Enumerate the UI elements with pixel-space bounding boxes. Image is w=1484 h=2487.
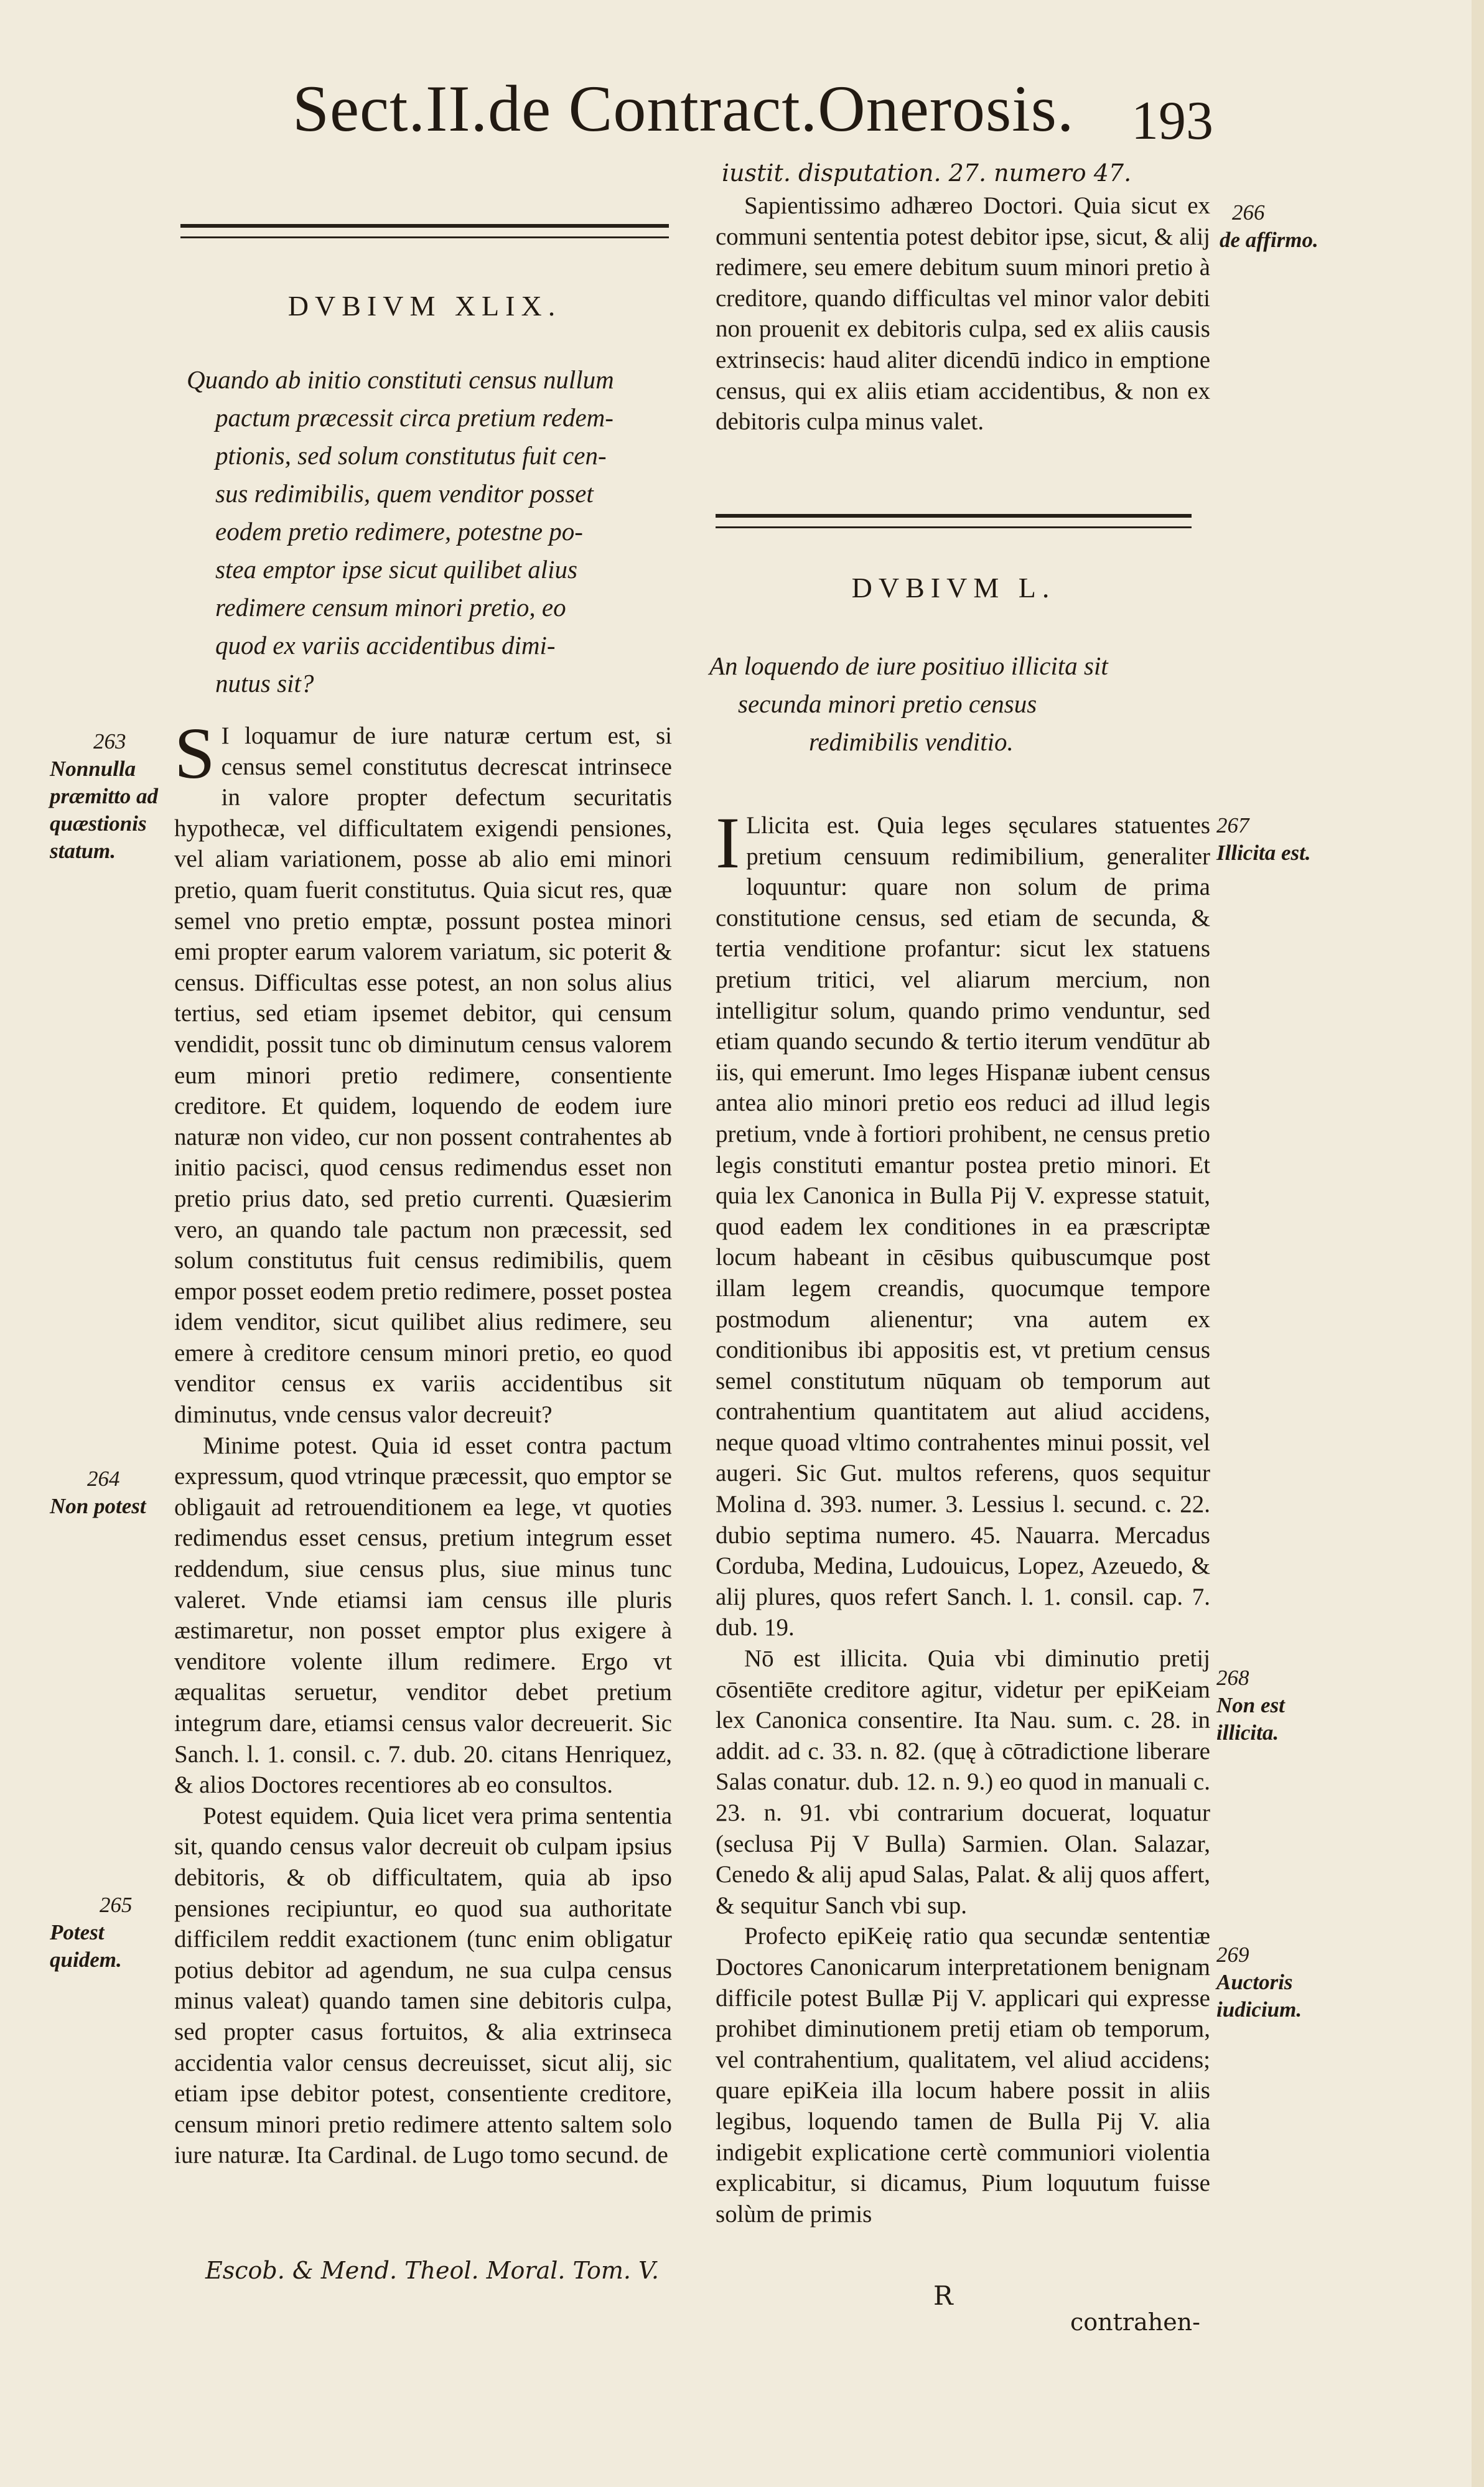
margin-note-number: 264 — [87, 1467, 120, 1491]
left-question-line: stea emptor ipse sicut quilibet alius — [215, 555, 577, 584]
page-number: 193 — [1131, 91, 1213, 151]
left-question-line: eodem pretio redimere, potestne po- — [215, 517, 583, 546]
right-dubium-heading: DVBIVM L. — [851, 572, 1056, 604]
right-paragraph-2: Nō est illicita. Quia vbi diminutio pretij cōsentiēte creditore agitur, videtur per epiKeiam lex Canonica consentire. Ita Nau. sum. c. 28. in addit. ad c. 33. n. 82. (quę à cōtradictione liberare Salas conatur. dub. 12. n. 9.) eo quod in manuali c. 23. n. 91. vbi contrarium docuerat, loquatur (seclusa Pij V Bulla) Sarmien. Olan. Salazar, Cenedo & alij apud Salas, Palat. & alij quos affert, & sequitur Sanch vbi sup. — [716, 1645, 1210, 1919]
right-paragraph-3: Profecto epiKeię ratio qua secundæ sententiæ Doctores Canonicarum interpretationem benignam difficile potest Bullæ Pij V. applicari qui expresse prohibet diminutionem pretij etiam ob temporum, vel contrahentium, qualitatem, vel aliud accidens; quare epiKeia illa locum habere possit in aliis legibus, loquendo tamen de Bulla Pij V. alia indigebit explicatione certè communiori violentia explicabitur, si dicamus, Pium loquutum fuisse solùm de primis — [716, 1923, 1210, 2228]
right-paragraph-1 — [716, 802, 1210, 1643]
left-question-line: nutus sit? — [215, 669, 314, 698]
right-paragraph-1-text: Llicita est. Quia leges sęculares statuentes pretium censuum redimibilium, generaliter loquuntur: quare non solum de prima constitutione census, sed etiam de secunda, & tertia venditione profantur: sicut lex statuens pretium tritici, vel aliarum mercium, non intelligitur solum, quando primo venduntur, sed etiam quando secundo & tertio iterum vendūtur ab iis, qui emerunt. Imo leges Hispanæ iubent census antea alio minori pretio eos reduci ad illud legis pretium, vnde à fortiori prohibent, ne census pretio legis constituti emantur postea pretio minori. Et quia lex Canonica in Bulla Pij V. expresse statuit, quod eadem lex conditiones in ea præscriptæ locum habeant in cēsibus quibuscumque post illam legem creandis, quocumque tempore postmodum alienentur; vna autem ex conditionibus ibi appositis est, vt pretium census semel constitutum nūquam ob temporum aut contrahentium quantitatem aut aliud accidens, neque quoad vltimo contrahentes minui possit, vel augeri. Sic Gut. multos referens, quos sequitur Molina d. 393. numer. 3. Lessius l. secund. c. 22. dubio septima numero. 45. Nauarra. Mercadus Corduba, Medina, Ludouicus, Lopez, Azeuedo, & alij plures, quos refert Sanch. l. 1. consil. cap. 7. dub. 19. — [716, 812, 1210, 1641]
margin-note-265 — [50, 1892, 171, 1974]
margin-note-number: 265 — [100, 1893, 133, 1917]
right-body-text — [716, 802, 1210, 2229]
margin-note-text: Non potest — [50, 1494, 146, 1518]
margin-note-number: 263 — [93, 729, 126, 754]
margin-note-264 — [50, 1465, 174, 1520]
margin-note-text: Illicita est. — [1216, 841, 1311, 865]
margin-note-268 — [1216, 1664, 1322, 1747]
margin-note-text: Auctoris iudicium. — [1216, 1970, 1302, 2022]
right-question — [709, 647, 1207, 761]
left-question-line: ptionis, sed solum constitutus fuit cen- — [215, 441, 607, 470]
page-edge — [1472, 0, 1484, 2487]
left-dubium-heading: DVBIVM XLIX. — [287, 290, 562, 322]
left-paragraph-2: Minime potest. Quia id esset contra pactum expressum, quod vtrinque præcessit, quo emptor se obligauit ad retrouenditionem ea lege, vt quoties redimendus esset census, pretium integrum esset reddendum, siue census plus, siue minus tunc valeret. Vnde etiamsi iam census ille pluris æstimaretur, non posset emptor plus exigere à venditore volente illum redimere. Ergo vt æqualitas seruetur, venditor debet pretium integrum dare, etiamsi census valor decreuerit. Sic Sanch. l. 1. consil. c. 7. dub. 20. citans Henriquez, & alios Doctores recentiores ab eo consultos. — [174, 1432, 672, 1799]
right-question-line: An loquendo de iure positiuo illicita sit — [709, 651, 1108, 680]
left-question-line: pactum præcessit circa pretium redem- — [215, 403, 614, 432]
right-dropcap: I — [716, 802, 740, 884]
left-paragraph-1 — [174, 712, 672, 1430]
margin-note-text: Potest quidem. — [50, 1920, 122, 1972]
left-question-line: sus redimibilis, quem venditor posset — [215, 479, 594, 508]
margin-note-text: Non est illicita. — [1216, 1693, 1285, 1745]
margin-note-263 — [50, 728, 171, 865]
margin-note-number: 268 — [1216, 1666, 1249, 1690]
right-paragraph-top: Sapientissimo adhæreo Doctori. Quia sicut ex communi sententia potest debitor ipse, sicut, & alij redimere, seu emere debitum suum minori pretio à creditore, quando difficultas vel minor valor debiti non prouenit ex debitoris culpa, sed ex aliis causis extrinsecis: haud aliter dicendū indico in emptione census, qui ex aliis etiam accidentibus, & non ex debitoris culpa minus valet. — [716, 192, 1210, 436]
left-question-line: redimere censum minori pretio, eo — [215, 593, 566, 622]
right-ornamental-rule — [716, 514, 1192, 528]
margin-note-number: 269 — [1216, 1943, 1249, 1967]
right-question-line: secunda minori pretio census — [738, 689, 1037, 718]
right-top-continuation: iustit. disputation. 27. numero 47. — [722, 159, 1132, 187]
margin-note-number: 266 — [1232, 200, 1265, 225]
left-paragraph-3: Potest equidem. Quia licet vera prima sententia sit, quando census valor decreuit ob culpam ipsius debitoris, & ob difficultatem, quia ab ipso pensiones recipiuntur, eo quod sua authoritate difficilem reddit exactionem (tunc enim obligatur potius debitor ad agendum, ne sua culpa census minus valeat) quando tamen sine debitoris culpa, sed propter casus fortuitos, & alia extrinseca accidentia valor census decreuisset, sicut alij, sic etiam ipse debitor potest, consentiente creditore, censum minori pretio redimere attento saltem solo iure naturæ. Ita Cardinal. de Lugo tomo secund. de — [174, 1802, 672, 2169]
margin-note-267 — [1216, 812, 1325, 867]
left-dropcap: S — [174, 712, 215, 794]
right-top-paragraph — [716, 190, 1210, 437]
signature-mark: R — [933, 2280, 953, 2311]
left-question — [187, 361, 675, 702]
margin-note-number: 267 — [1216, 813, 1249, 838]
margin-note-text: de affirmo. — [1220, 228, 1318, 252]
left-ornamental-rule — [180, 224, 669, 238]
catchword: contrahen- — [1070, 2308, 1200, 2336]
margin-note-text: Nonnulla præmitto ad quæstionis statum. — [50, 757, 159, 863]
left-paragraph-1-text: I loquamur de iure naturæ certum est, si census semel constitutus decrescat intrinsece in valore propter defectum securitatis hypothecæ, vel difficultatem exigendi pensiones, vel aliam variationem, posse ab alio emi minori pretio, quam fuerit constitutus. Quia sicut res, quæ semel vno pretio emptæ, possunt postea minori emi propter earum valorem variatum, sic poterit & census. Difficultas esse potest, an non solus alius tertius, sed etiam ipsemet debitor, qui censum vendidit, possit tunc ob diminutum census valorem eum minori pretio redimere, consentiente creditore. Et quidem, loquendo de eodem iure naturæ non video, cur non possent contrahentes ab initio pacisci, quod census redimendus esset non pretio prius dato, sed pretio currenti. Quæsierim vero, an quando tale pactum non præcessit, sed solum constitutus fuit census redimibilis, quem empor posset eodem pretio redimere, posset postea idem venditor, sicut quilibet alius redimere, seu emere à creditore censum minori pretio, eo quod venditor census ex variis accidentibus sit diminutus, vnde census valor decreuit? — [174, 722, 672, 1429]
footer-reference: Escob. & Mend. Theol. Moral. Tom. V. — [205, 2257, 659, 2284]
margin-note-269 — [1216, 1941, 1322, 2023]
left-body-text — [174, 712, 672, 2171]
left-question-line: Quando ab initio constituti census nullum — [187, 365, 614, 394]
margin-note-266 — [1220, 199, 1325, 254]
running-header-title: Sect.II.de Contract.Onerosis. — [292, 72, 1075, 145]
right-question-line: redimibilis venditio. — [809, 727, 1014, 756]
left-question-line: quod ex variis accidentibus dimi- — [215, 631, 556, 660]
